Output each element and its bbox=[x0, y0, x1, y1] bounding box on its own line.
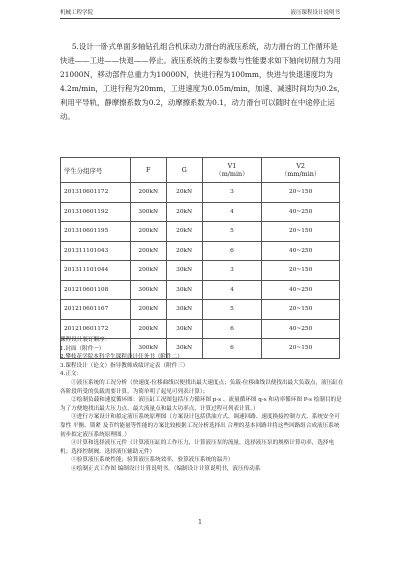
g-cell: 30kN bbox=[166, 280, 202, 300]
student-id-cell: 201310601192 bbox=[61, 202, 131, 222]
header-g: G bbox=[166, 158, 202, 183]
g-cell: 20kN bbox=[166, 241, 202, 261]
header-v2-unit: （mm/min） bbox=[281, 170, 321, 178]
table-row bbox=[61, 261, 340, 281]
v2-cell: 20~150 bbox=[262, 339, 340, 359]
header-v2 bbox=[262, 158, 340, 183]
v1-cell: 4 bbox=[202, 280, 262, 300]
table-row bbox=[61, 183, 340, 203]
student-id-cell: 201310601195 bbox=[61, 222, 131, 242]
student-id-cell: 201311101043 bbox=[61, 241, 131, 261]
binding-order-title: 课程设计装订顺序： bbox=[60, 337, 111, 343]
f-cell: 200kN bbox=[130, 183, 166, 203]
body-step-item: ③进行方案设计和拟定液压系统原理图（方案设计包括供油方式、调速回路、速度换接控制方式、系统安全可靠性 平衡、锁紧 及节约能量等性能的方案比较根据工况分析选择出 合理的基本回路并将这些回路组合成液压系统 初步拟定液压系统原理图。） bbox=[60, 414, 340, 438]
body-step-item: ⑥绘制正式工作图 编制设计计算说明书。（编制设计计算说明书，液压传动系 bbox=[71, 465, 261, 472]
table-row bbox=[61, 222, 340, 242]
body-step-item: ④计算和选择液压元件（计算液压缸的工作压力，计算液压泵的流量，选择液压泵的规格计算功率，选择电机；选择控制阀，选择液压辅助元件） bbox=[60, 440, 335, 455]
table-row bbox=[61, 202, 340, 222]
g-cell: 30kN bbox=[166, 300, 202, 320]
body-step-item: ②绘制负载和速度循环图：液压缸工况图包括压力循环图 p-s 、流量循环图 q-s 和功率循环图 P-s 绘制目的是为了方便地找出最大压力点、最大流量点和最大功率点，计算过程可列表计算。） bbox=[60, 397, 342, 412]
v1-cell: 6 bbox=[202, 241, 262, 261]
f-cell: 300kN bbox=[130, 280, 166, 300]
f-cell: 200kN bbox=[130, 319, 166, 339]
g-cell: 20kN bbox=[166, 202, 202, 222]
page-number: 1 bbox=[198, 519, 202, 526]
v2-cell: 20~150 bbox=[262, 222, 340, 242]
f-cell: 300kN bbox=[130, 202, 166, 222]
v2-cell: 40~250 bbox=[262, 202, 340, 222]
binding-list-item: 1.封面（附件一） bbox=[60, 345, 105, 352]
student-id-cell: 201210601108 bbox=[61, 280, 131, 300]
student-id-cell: 201210601172 bbox=[61, 319, 131, 339]
g-cell: 30kN bbox=[166, 319, 202, 339]
task-description: 5.设计一卧式单面多轴钻孔组合机床动力滑台的液压系统，动力滑台的工作循环是 快进——工进——快退——停止。液压系统的主要参数与性能要求如下轴向切削力为用21000N，移动部件总重力为10000N，快进行程为100mm，快进与快退速度均为4.2m/min，工进行程为20mm，工进速度为0.05m/min，加速、减速时间均为0.2s，利用平导轨，静摩擦系数为0.2，动摩擦系数为0.1，动力滑台可以随时在中途停止运动。 bbox=[60, 42, 345, 121]
v1-cell: 3 bbox=[202, 183, 262, 203]
v1-cell: 4 bbox=[202, 202, 262, 222]
v1-cell: 6 bbox=[202, 339, 262, 359]
header-v1-unit: （m/min） bbox=[215, 170, 249, 178]
header-v1 bbox=[202, 158, 262, 183]
g-cell: 20kN bbox=[166, 222, 202, 242]
student-id-cell: 201310601172 bbox=[61, 183, 131, 203]
v1-cell: 3 bbox=[202, 261, 262, 281]
v2-cell: 40~250 bbox=[262, 319, 340, 339]
g-cell: 20kN bbox=[166, 183, 202, 203]
table-row bbox=[61, 300, 340, 320]
body-step-item: ①液压系统的工况分析（快速度-位移曲线以便找出最大速度点；负载-位移曲线以便找出最大负载点，液压缸在各阶段所受的负载需要计算，为简单明了起见可列表计算）； bbox=[60, 379, 344, 395]
table-header-row bbox=[61, 158, 340, 183]
binding-list-item: 3.课程设计（论文）指导教师成绩评定表（附件三） bbox=[60, 362, 189, 369]
f-cell: 200kN bbox=[130, 222, 166, 242]
f-cell: 200kN bbox=[130, 241, 166, 261]
binding-order-section bbox=[60, 336, 345, 474]
v1-cell: 5 bbox=[202, 222, 262, 242]
student-id-cell: 201311101044 bbox=[61, 261, 131, 281]
v2-cell: 20~150 bbox=[262, 300, 340, 320]
header-v2-name: V2 bbox=[296, 162, 305, 170]
binding-list-item: 4.正文： bbox=[60, 371, 83, 378]
f-cell: 200kN bbox=[130, 300, 166, 320]
header-student-group: 学生分组序号 bbox=[61, 158, 131, 183]
v2-cell: 40~250 bbox=[262, 280, 340, 300]
header-v1-name: V1 bbox=[227, 162, 237, 170]
v2-cell: 20~150 bbox=[262, 183, 340, 203]
g-cell: 30kN bbox=[166, 261, 202, 281]
v1-cell: 5 bbox=[202, 300, 262, 320]
table-row bbox=[61, 280, 340, 300]
binding-list-item: 2.攀枝花学院本科学生课程设计任务书（附件二） bbox=[60, 354, 183, 361]
v2-cell: 20~150 bbox=[262, 261, 340, 281]
v2-cell: 40~250 bbox=[262, 241, 340, 261]
header-f: F bbox=[130, 158, 166, 183]
f-cell: 300kN bbox=[130, 339, 166, 359]
header-school: 机械工程学院 bbox=[60, 10, 94, 16]
g-cell: 30kN bbox=[166, 339, 202, 359]
header-doc-title: 液压课程设计说明书 bbox=[290, 10, 340, 16]
parameter-table bbox=[60, 157, 340, 359]
f-cell: 200kN bbox=[130, 261, 166, 281]
table-row bbox=[61, 241, 340, 261]
student-id-cell: 201210601167 bbox=[61, 300, 131, 320]
v1-cell: 6 bbox=[202, 319, 262, 339]
page-header bbox=[60, 8, 340, 19]
body-step-item: ⑤验算液压系统性能；验算液压系统效率，验算液压系统的温升） bbox=[71, 457, 234, 464]
